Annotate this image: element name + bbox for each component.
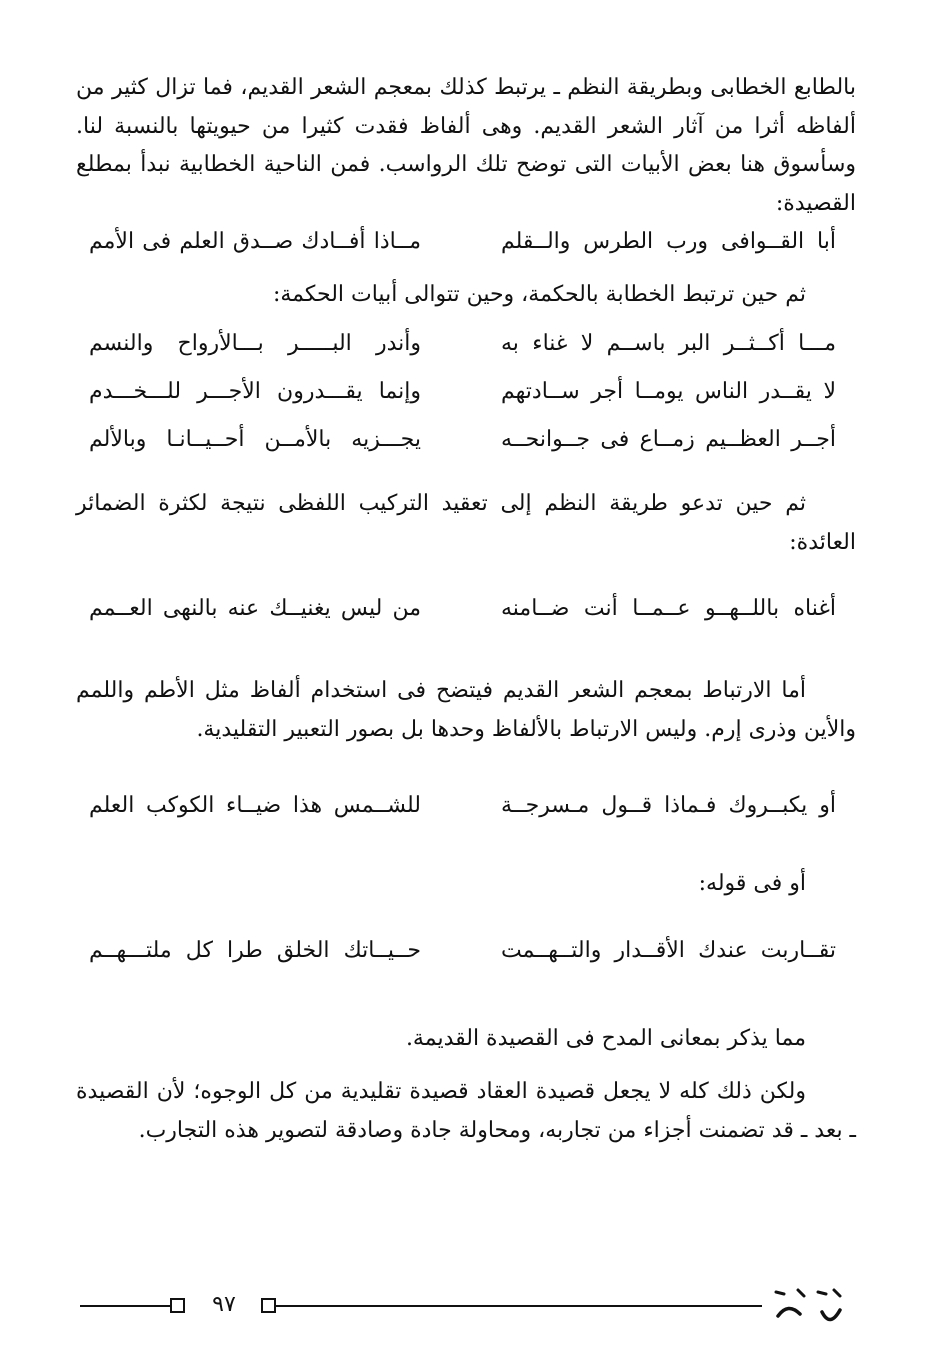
verse-second-hemistich: يجـــزيه بالأمــن أحــيــانـا وبالألم [89,427,421,452]
verse-first-hemistich: أبا القــوافى ورب الطرس والــقلم [501,229,836,254]
paragraph-wisdom: ثم حين ترتبط الخطابة بالحكمة، وحين تتوالى أبيات الحكمة: [272,282,806,307]
verse-first-hemistich: لا يقــدر الناس يومــا أجر ســادتهم [501,379,836,404]
page-number: ٩٧ [212,1292,236,1317]
footer-rule-left [80,1305,170,1307]
verse-first-hemistich: أغناه باللــهــو عــمــا أنت ضــامنه [501,596,836,621]
paragraph-conclusion: ولكن ذلك كله لا يجعل قصيدة العقاد قصيدة تقليدية من كل الوجوه؛ لأن القصيدة ـ بعد ـ قد تضمنت أجزاء من تجاربه، ومحاولة جادة وصادقة لتصوير هذه التجارب. [76,1079,856,1143]
verse-line [76,932,836,970]
verse-line [76,223,836,261]
paragraph-praise: مما يذكر بمعانى المدح فى القصيدة القديمة. [405,1026,806,1051]
verse-second-hemistich: للشــمس هذا ضيــاء الكوكب العلم [89,793,421,818]
verse-second-hemistich: من ليس يغنيــك عنه بالنهى العــمم [89,596,421,621]
paragraph-intro: بالطابع الخطابى وبطريقة النظم ـ يرتبط كذلك بمعجم الشعر القديم، فما تزال كثير من ألفاظه أثرا من آثار الشعر القديم. وهى ألفاظ فقدت كثيرا من حيويتها بالنسبة لنا. وسأسوق هنا بعض الأبيات التى توضح تلك الرواسب. فمن الناحية الخطابية نبدأ بمطلع القصيدة: [76,75,856,216]
verse-line [76,590,836,628]
verse-first-hemistich: مـــا أكــثــر البر باســم لا غناء به [501,331,836,356]
verse-line [76,421,836,459]
paragraph-or-his-saying: أو فى قوله: [698,871,806,896]
verse-second-hemistich: مــاذا أفــادك صــدق العلم فى الأمم [89,229,421,254]
decorative-flourish-icon [770,1284,850,1328]
verse-line [76,373,836,411]
verse-line [76,787,836,825]
verse-line [76,325,836,363]
footer-rule-right [276,1305,762,1307]
verse-first-hemistich: أو يكبــروك فـماذا قــول مـسرجــة [501,793,836,818]
paragraph-complexity: ثم حين تدعو طريقة النظم إلى تعقيد التركيب اللفظى نتيجة لكثرة الضمائر العائدة: [76,491,856,555]
verse-second-hemistich: حــيــاتك الخلق طرا كل ملتـــهــم [89,938,421,963]
verse-first-hemistich: أجــر العظــيم زمــاع فى جــوانحــه [501,427,836,452]
footer-box-left-icon [170,1298,185,1313]
verse-first-hemistich: تقــاربت عندك الأقــدار والتــهــمت [501,938,836,963]
verse-second-hemistich: وأندر البـــــر بـــالأرواح والنسم [89,331,421,356]
paragraph-lexicon: أما الارتباط بمعجم الشعر القديم فيتضح فى استخدام ألفاظ مثل الأطم واللمم والأين وذرى إرم. وليس الارتباط بالألفاظ وحدها بل بصور التعبير التقليدية. [76,678,856,742]
verse-second-hemistich: وإنما يقـــدرون الأجـــر للـــخـــدم [89,379,421,404]
footer-box-right-icon [261,1298,276,1313]
